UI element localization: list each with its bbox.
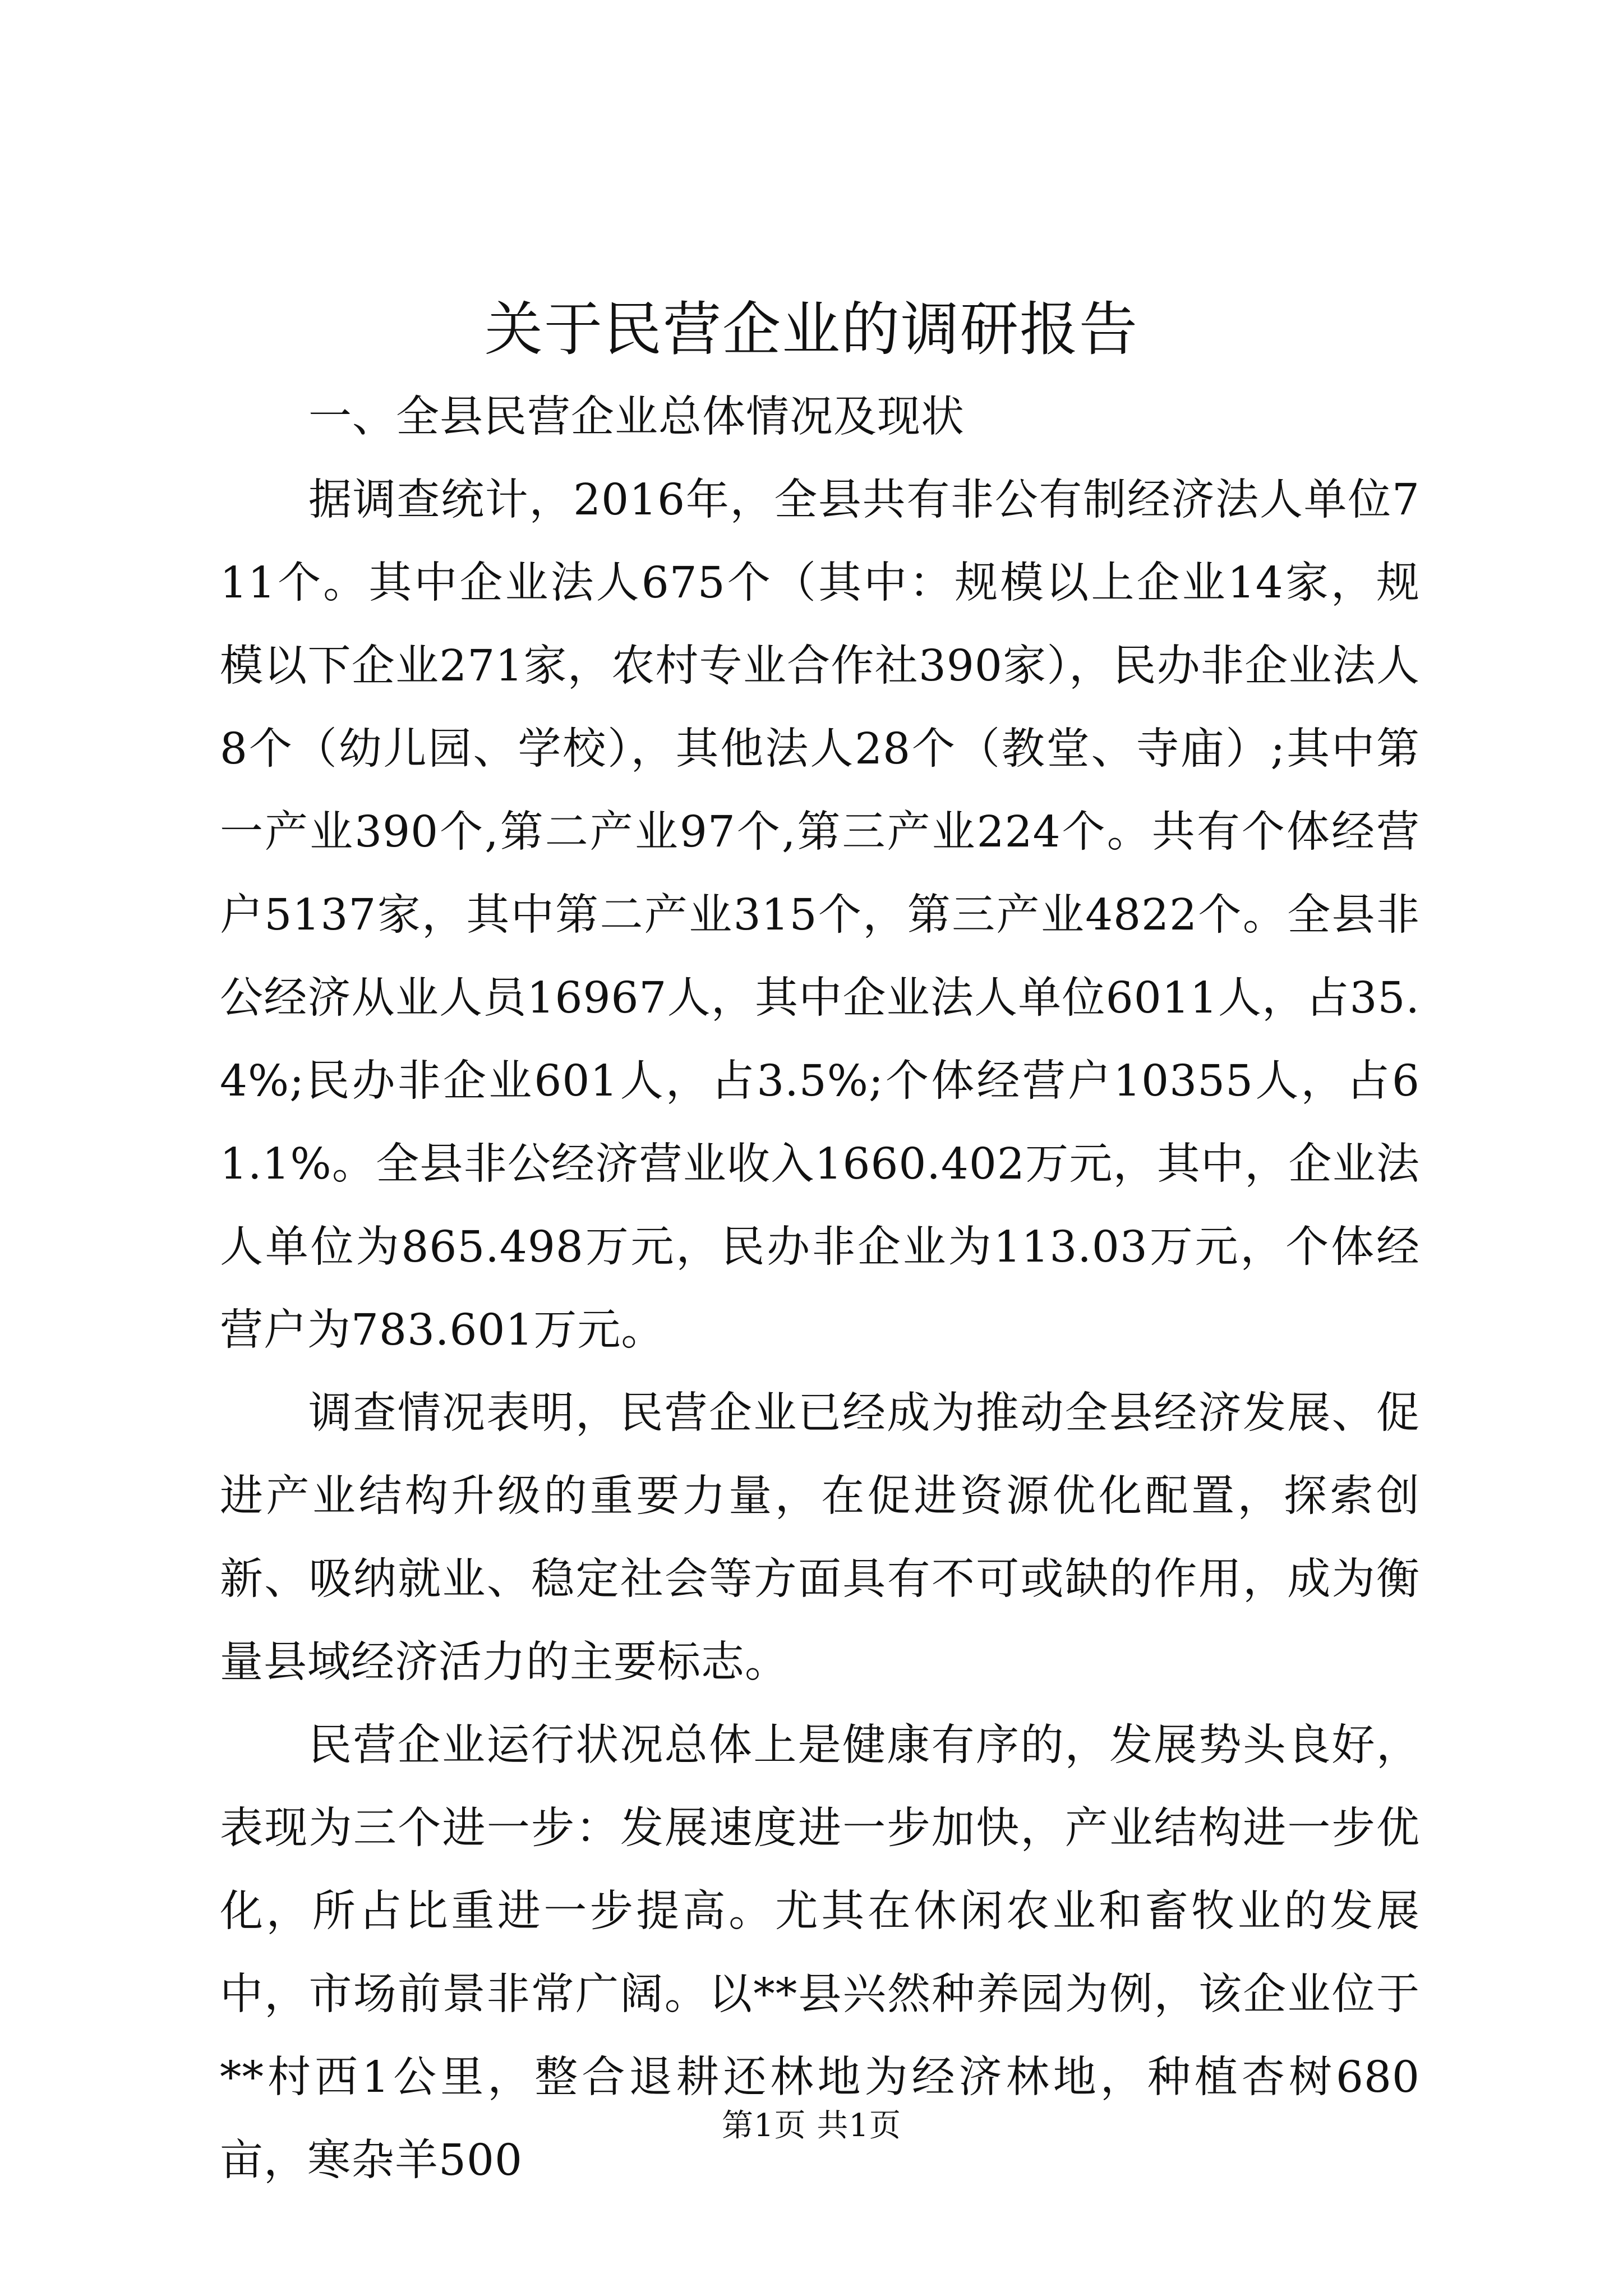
section-heading: 一、全县民营企业总体情况及现状	[308, 392, 965, 442]
document-body	[220, 376, 1420, 2202]
paragraph-survey-findings: 调查情况表明，民营企业已经成为推动全县经济发展、促进产业结构升级的重要力量，在促进资源优化配置，探索创新、吸纳就业、稳定社会等方面具有不可或缺的作用，成为衡量县域经济活力的主要标志。	[220, 1388, 1420, 1687]
paragraph-statistics: 据调查统计，2016年，全县共有非公有制经济法人单位711个。其中企业法人675个（其中：规模以上企业14家，规模以下企业271家，农村专业合作社390家），民办非企业法人8个（幼儿园、学校），其他法人28个（教堂、寺庙）;其中第一产业390个,第二产业97个,第三产业224个。共有个体经营户5137家，其中第二产业315个，第三产业4822个。全县非公经济从业人员16967人，其中企业法人单位6011人，占35.4%;民办非企业601人，占3.5%;个体经营户10355人，占61.1%。全县非公经济营业收入1660.402万元，其中，企业法人单位为865.498万元，民办非企业为113.03万元，个体经营户为783.601万元。	[220, 475, 1420, 1355]
document-title: 关于民营企业的调研报告	[484, 295, 1138, 364]
paragraph-operating-status: 民营企业运行状况总体上是健康有序的，发展势头良好，表现为三个进一步：发展速度进一步加快，产业结构进一步优化，所占比重进一步提高。尤其在休闲农业和畜牧业的发展中，市场前景非常广阔。以**县兴然种养园为例，该企业位于**村西1公里，整合退耕还林地为经济林地，种植杏树680亩，寒杂羊500	[220, 1720, 1420, 2185]
page-footer: 第1页 共1页	[721, 2108, 902, 2144]
